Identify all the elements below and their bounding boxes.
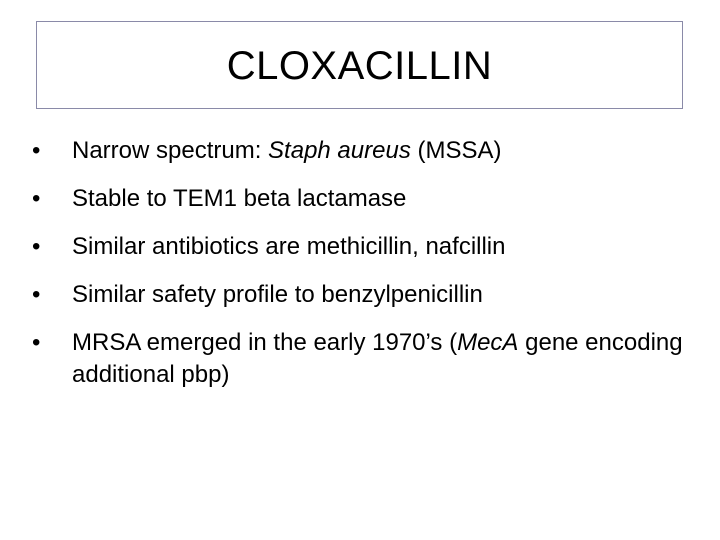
bullet-text <box>72 137 502 164</box>
bullet-text-part: Narrow spectrum: <box>72 137 269 164</box>
title-box <box>36 21 683 109</box>
bullet-dot-icon: • <box>32 329 41 356</box>
bullet-dot-icon: • <box>32 233 41 260</box>
bullet-text-part: (MSSA) <box>410 137 502 164</box>
bullet-text: Similar antibiotics are methicillin, nafcillin <box>72 233 506 260</box>
bullet-text: Stable to TEM1 beta lactamase <box>72 185 407 212</box>
bullet-dot-icon: • <box>32 281 41 308</box>
bullet-item <box>32 135 692 167</box>
bullet-list <box>32 135 692 407</box>
bullet-text-part: gene encoding additional pbp) <box>72 329 683 388</box>
bullet-item <box>32 279 692 311</box>
bullet-item <box>32 231 692 263</box>
bullet-dot-icon: • <box>32 137 41 164</box>
organism-name: Staph aureus <box>268 137 411 164</box>
bullet-text <box>72 329 683 388</box>
bullet-item <box>32 327 692 391</box>
bullet-item <box>32 183 692 215</box>
bullet-dot-icon: • <box>32 185 41 212</box>
bullet-text: Similar safety profile to benzylpenicillin <box>72 281 483 308</box>
slide-title: CLOXACILLIN <box>226 43 493 88</box>
gene-name: MecA <box>457 329 519 356</box>
bullet-text-part: MRSA emerged in the early 1970’s ( <box>72 329 458 356</box>
